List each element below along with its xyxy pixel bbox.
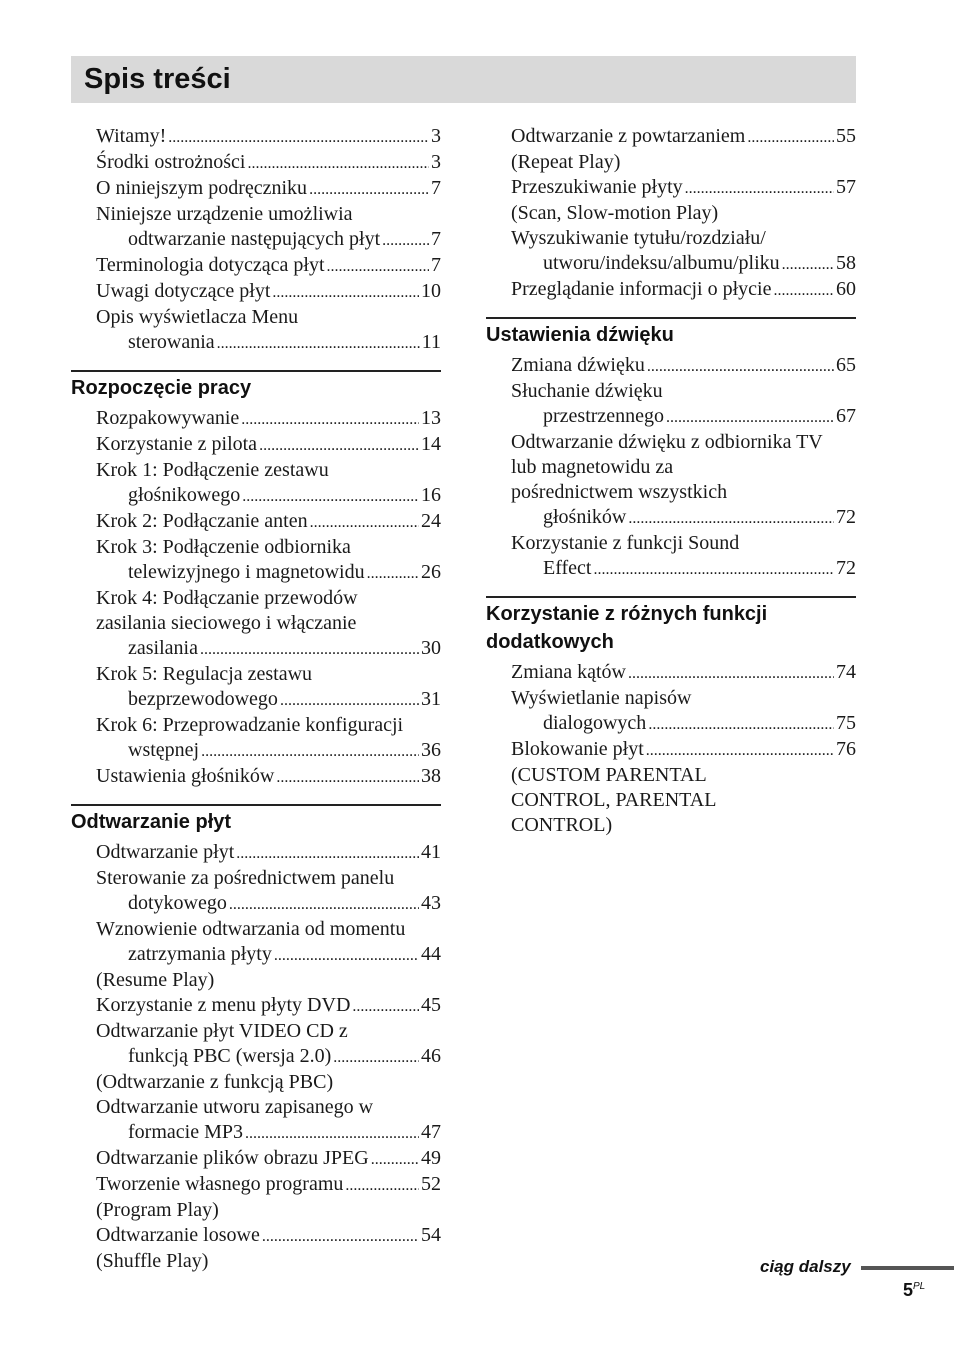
entry-text: Zmiana kątów <box>511 661 626 683</box>
entry-text: Opis wyświetlacza Menu <box>96 306 299 328</box>
entry-text: Wznowienie odtwarzania od momentu <box>96 918 406 940</box>
entry-subtitle: (Shuffle Play) <box>96 1250 209 1272</box>
continued-rule <box>861 1266 954 1270</box>
dot-leader <box>242 483 419 509</box>
dot-leader <box>371 1146 419 1172</box>
entry-text: telewizyjnego i magnetowidu <box>128 561 365 583</box>
toc-entry[interactable] <box>96 176 441 202</box>
page-ref: 11 <box>421 331 441 353</box>
toc-entry[interactable] <box>96 764 441 790</box>
dot-leader <box>646 737 834 763</box>
entry-text: lub magnetowidu za <box>511 456 674 478</box>
entry-text: sterowania <box>128 331 215 353</box>
page-ref: 13 <box>421 407 441 429</box>
entry-text: Krok 6: Przeprowadzanie konfiguracji <box>96 714 404 736</box>
page-ref: 47 <box>421 1121 441 1143</box>
entry-text: Słuchanie dźwięku <box>511 380 663 402</box>
entry-text: Środki ostrożności <box>96 151 246 173</box>
entry-text: Rozpakowywanie <box>96 407 240 429</box>
dot-leader <box>647 353 834 379</box>
page-ref: 14 <box>421 433 441 455</box>
entry-text: wstępnej <box>128 739 200 761</box>
section-heading: Rozpoczęcie pracy <box>71 370 441 402</box>
toc-entry[interactable] <box>511 353 856 379</box>
toc-right-column <box>486 124 856 852</box>
toc-entry[interactable] <box>511 660 856 686</box>
toc-entry[interactable] <box>96 917 441 993</box>
entry-subtitle: (Scan, Slow-motion Play) <box>511 202 719 224</box>
page-ref: 52 <box>421 1173 441 1195</box>
page-ref: 26 <box>421 561 441 583</box>
entry-text: Niniejsze urządzenie umożliwia <box>96 203 353 225</box>
toc-entry[interactable] <box>511 277 856 303</box>
page-ref: 75 <box>836 712 856 734</box>
dot-leader <box>685 175 834 201</box>
entry-text: pośrednictwem wszystkich <box>511 481 728 503</box>
page-number: $5^{PL}$ <box>903 1280 926 1300</box>
dot-leader <box>773 277 834 303</box>
entry-text: zatrzymania płyty <box>128 943 272 965</box>
toc-section <box>71 804 441 1274</box>
dot-leader <box>345 1172 419 1198</box>
toc-section <box>71 370 441 790</box>
page-ref: 41 <box>421 841 441 863</box>
entry-text: dialogowych <box>543 712 647 734</box>
section-heading: Odtwarzanie płyt <box>71 804 441 836</box>
dot-leader <box>276 764 419 790</box>
entry-text: Terminologia dotycząca płyt <box>96 254 325 276</box>
page-ref: 36 <box>421 739 441 761</box>
entry-text: Ustawienia głośników <box>96 765 275 787</box>
dot-leader <box>628 505 834 531</box>
toc-entry[interactable] <box>96 253 441 279</box>
entry-subtitle: (Repeat Play) <box>511 151 621 173</box>
dot-leader <box>782 251 834 277</box>
section-heading: Ustawienia dźwięku <box>486 317 856 349</box>
page-title: Spis treści <box>84 63 231 95</box>
entry-text: Odtwarzanie utworu zapisanego w <box>96 1096 374 1118</box>
page-ref: 30 <box>421 637 441 659</box>
page-ref: 67 <box>836 405 856 427</box>
page-ref: 72 <box>836 506 856 528</box>
entry-text: Odtwarzanie z powtarzaniem <box>511 125 746 147</box>
entry-text: Uwagi dotyczące płyt <box>96 280 271 302</box>
toc-entry[interactable] <box>96 509 441 535</box>
entry-text: Przeglądanie informacji o płycie <box>511 278 772 300</box>
toc-entry[interactable] <box>511 737 856 838</box>
entry-text: O niniejszym podręczniku <box>96 177 308 199</box>
dot-leader <box>367 560 419 586</box>
dot-leader <box>280 687 419 713</box>
dot-leader <box>247 150 429 176</box>
toc-entry[interactable] <box>511 175 856 226</box>
toc-section <box>486 317 856 582</box>
entry-subtitle: (Resume Play) <box>96 969 215 991</box>
dot-leader <box>217 330 420 356</box>
dot-leader <box>236 840 419 866</box>
page-ref: 57 <box>836 176 856 198</box>
page-ref: 31 <box>421 688 441 710</box>
entry-text: utworu/indeksu/albumu/pliku <box>543 252 780 274</box>
dot-leader <box>666 404 834 430</box>
entry-text: Sterowanie za pośrednictwem panelu <box>96 867 395 889</box>
entry-text: Odtwarzanie płyt <box>96 841 235 863</box>
dot-leader <box>352 993 419 1019</box>
entry-text: zasilania sieciowego i włączanie <box>96 612 357 634</box>
entry-text: przestrzennego <box>543 405 665 427</box>
page-ref: 72 <box>836 557 856 579</box>
toc-section <box>486 596 856 838</box>
entry-text: Effect <box>543 557 592 579</box>
toc-entry[interactable] <box>96 993 441 1019</box>
toc-entry[interactable] <box>96 305 441 356</box>
toc-entry[interactable] <box>96 1223 441 1274</box>
entry-text: Odtwarzanie dźwięku z odbiornika TV <box>511 431 823 453</box>
entry-text: Tworzenie własnego programu <box>96 1173 344 1195</box>
toc-entry[interactable] <box>96 840 441 866</box>
toc-entry[interactable] <box>96 1146 441 1172</box>
entry-text: dotykowego <box>128 892 227 914</box>
toc-section <box>486 124 856 303</box>
toc-entry[interactable] <box>96 202 441 253</box>
entry-subtitle: CONTROL) <box>511 814 613 836</box>
page-ref: 44 <box>421 943 441 965</box>
toc-entry[interactable] <box>96 150 441 176</box>
entry-text: Korzystanie z pilota <box>96 433 258 455</box>
page-ref: 58 <box>836 252 856 274</box>
entry-text: Odtwarzanie płyt VIDEO CD z <box>96 1020 348 1042</box>
page-ref: 49 <box>421 1147 441 1169</box>
toc-entry[interactable] <box>96 1019 441 1095</box>
entry-subtitle: (Program Play) <box>96 1199 219 1221</box>
toc-entry[interactable] <box>511 531 856 582</box>
entry-text: Przeszukiwanie płyty <box>511 176 683 198</box>
page-suffix: PL <box>913 1281 926 1292</box>
toc-entry[interactable] <box>96 586 441 662</box>
page-ref: 24 <box>421 510 441 532</box>
continued-label: ciąg dalszy <box>760 1257 851 1276</box>
toc-entry[interactable] <box>511 686 856 737</box>
dot-leader <box>259 432 419 458</box>
page-ref: 43 <box>421 892 441 914</box>
dot-leader <box>309 176 429 202</box>
page-ref: 54 <box>421 1224 441 1246</box>
page-ref: 45 <box>421 994 441 1016</box>
page-ref: 10 <box>421 280 441 302</box>
dot-leader <box>327 253 429 279</box>
toc-entry[interactable] <box>96 1095 441 1146</box>
toc-entry[interactable] <box>96 458 441 509</box>
page-ref: 38 <box>421 765 441 787</box>
dot-leader <box>168 124 429 150</box>
entry-text: odtwarzanie następujących płyt <box>128 228 381 250</box>
dot-leader <box>201 738 419 764</box>
entry-text: formacie MP3 <box>128 1121 243 1143</box>
entry-text: zasilania <box>128 637 198 659</box>
entry-text: Krok 4: Podłączanie przewodów <box>96 587 358 609</box>
dot-leader <box>333 1044 419 1070</box>
dot-leader <box>310 509 419 535</box>
dot-leader <box>628 660 834 686</box>
page-ref: 3 <box>431 125 441 147</box>
page-ref: 3 <box>431 151 441 173</box>
dot-leader <box>241 406 419 432</box>
entry-text: głośnikowego <box>128 484 241 506</box>
toc-entry[interactable] <box>96 866 441 917</box>
entry-text: Odtwarzanie plików obrazu JPEG <box>96 1147 369 1169</box>
entry-text: Wyświetlanie napisów <box>511 687 692 709</box>
toc-entry[interactable] <box>96 535 441 586</box>
page-ref: 74 <box>836 661 856 683</box>
entry-text: Krok 3: Podłączenie odbiornika <box>96 536 351 558</box>
section-heading: Korzystanie z różnych funkcji dodatkowych <box>486 596 856 656</box>
entry-text: Zmiana dźwięku <box>511 354 645 376</box>
toc-left-column <box>71 124 441 1288</box>
page-ref: 7 <box>431 228 441 250</box>
page-ref: 65 <box>836 354 856 376</box>
dot-leader <box>382 227 429 253</box>
toc-entry[interactable] <box>96 279 441 305</box>
page-ref: 55 <box>836 125 856 147</box>
dot-leader <box>747 124 834 150</box>
entry-text: Krok 5: Regulacja zestawu <box>96 663 313 685</box>
entry-text: funkcją PBC (wersja 2.0) <box>128 1045 332 1067</box>
page-ref: 16 <box>421 484 441 506</box>
entry-subtitle: (Odtwarzanie z funkcją PBC) <box>96 1071 334 1093</box>
entry-subtitle: (CUSTOM PARENTAL <box>511 764 707 786</box>
toc-entry[interactable] <box>96 713 441 764</box>
toc-entry[interactable] <box>511 124 856 175</box>
entry-text: Blokowanie płyt <box>511 738 644 760</box>
entry-text: Krok 1: Podłączenie zestawu <box>96 459 329 481</box>
page-ref: 7 <box>431 177 441 199</box>
entry-text: Korzystanie z menu płyty DVD <box>96 994 351 1016</box>
entry-subtitle: CONTROL, PARENTAL <box>511 789 717 811</box>
entry-text: Odtwarzanie losowe <box>96 1224 260 1246</box>
entry-text: Krok 2: Podłączanie anten <box>96 510 308 532</box>
dot-leader <box>648 711 834 737</box>
dot-leader <box>262 1223 419 1249</box>
entry-text: bezprzewodowego <box>128 688 278 710</box>
page-ref: 7 <box>431 254 441 276</box>
toc-entry[interactable] <box>96 662 441 713</box>
toc-entry[interactable] <box>96 406 441 432</box>
toc-entry[interactable] <box>96 432 441 458</box>
entry-text: Korzystanie z funkcji Sound <box>511 532 740 554</box>
entry-text: głośników <box>543 506 627 528</box>
page-ref: 76 <box>836 738 856 760</box>
dot-leader <box>274 942 419 968</box>
title-bar <box>71 56 856 103</box>
dot-leader <box>200 636 419 662</box>
toc-entry[interactable] <box>511 226 856 277</box>
toc-entry[interactable] <box>511 430 856 531</box>
dot-leader <box>272 279 419 305</box>
toc-entry[interactable] <box>96 1172 441 1223</box>
dot-leader <box>245 1120 419 1146</box>
page-ref: 60 <box>836 278 856 300</box>
toc-entry[interactable] <box>511 379 856 430</box>
entry-text: Wyszukiwanie tytułu/rozdziału/ <box>511 227 766 249</box>
dot-leader <box>229 891 419 917</box>
entry-text: Witamy! <box>96 125 167 147</box>
page-ref: 46 <box>421 1045 441 1067</box>
toc-section <box>71 124 441 356</box>
dot-leader <box>594 556 835 582</box>
toc-entry[interactable] <box>96 124 441 150</box>
